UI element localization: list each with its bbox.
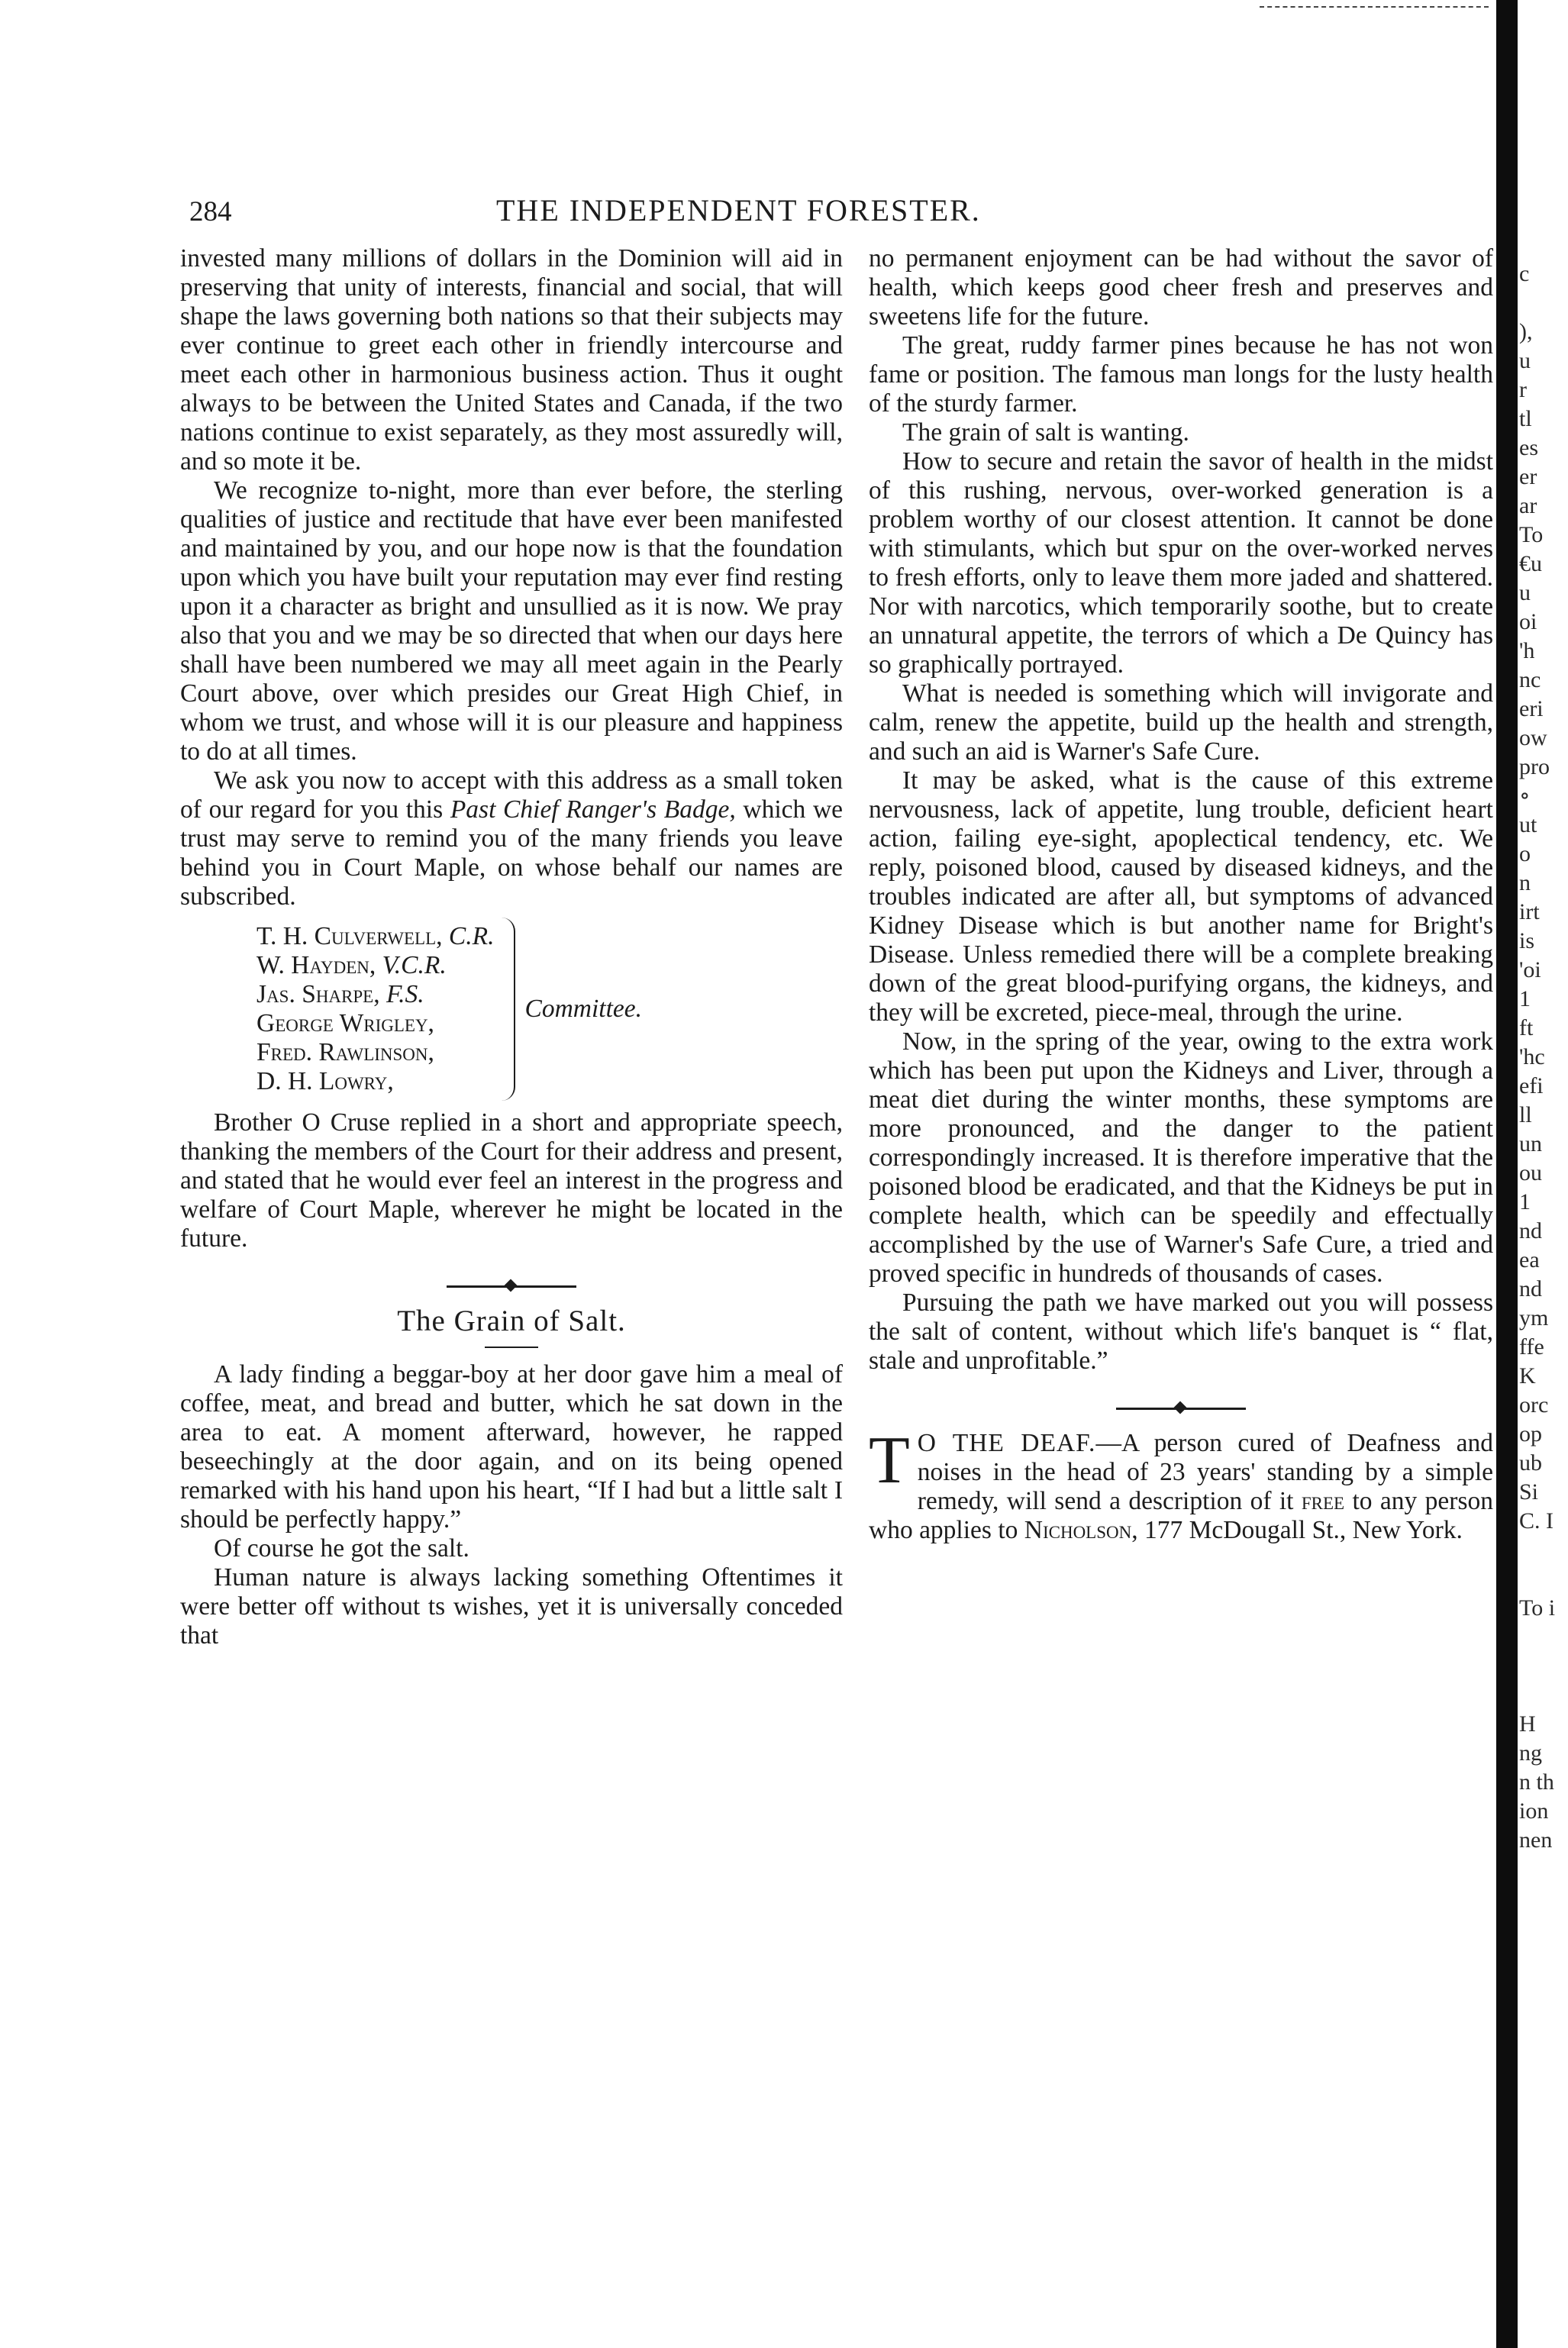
paragraph: The great, ruddy farmer pines because he has not won fame or position. The famous man longs for the lusty health of the sturdy farmer. [869,331,1493,418]
edge-fragment: H [1519,1711,1536,1737]
signatory-role: F.S. [386,980,424,1008]
edge-fragment: C. I [1519,1508,1553,1534]
edge-fragment [1519,1623,1568,1652]
edge-fragment: un [1519,1131,1542,1156]
paragraph: Pursuing the path we have marked out you will possess the salt of content, without which life's banquet is “ flat, stale and unprofitable.” [869,1288,1493,1375]
page-top-edge-mark [1260,6,1489,9]
edge-fragment: c [1519,261,1530,286]
edge-fragment: efi [1519,1073,1544,1098]
signatory-role: V.C.R. [382,951,447,979]
edge-fragment: u [1519,580,1531,605]
ornamental-divider [1116,1398,1246,1418]
drop-cap: T [869,1424,910,1498]
paragraph: We recognize to-night, more than ever before, the sterling qualities of justice and rectitude that have ever been manifested and maintained by you, and our hope now is that the foundation upon which you have built your reputation may ever find resting upon it a character as bright and unsullied as it is now. We pray also that you and we may be so directed that when our days here shall have been numbered we may all meet again in the Pearly Court above, over which presides our Great High Chief, in whom we trust, and whose will it is our pleasure and happiness to do at all times. [180,476,843,766]
edge-fragment: eri [1519,696,1544,721]
edge-fragment: ym [1519,1305,1549,1330]
edge-fragment: Si [1519,1479,1539,1505]
paragraph: We ask you now to accept with this address as a small token of our regard for you this Past Chief Ranger's Badge, which we trust may serve to remind you of the many friends you leave behind you in Court Maple, on whose behalf our names are subscribed. [180,766,844,911]
paragraph: Brother O Cruse replied in a short and appropriate speech, thanking the members of the Court for their address and present, and stated that he would ever feel an interest in the progress and welfare of Court Maple, wherever he might be located in the future. [180,1108,843,1253]
advertisement-heading: O THE DEAF. [917,1429,1096,1457]
signatory: D. H. Lowry, [256,1067,394,1095]
edge-fragment: nc [1519,667,1541,692]
short-rule [485,1347,538,1348]
edge-fragment: er [1519,464,1537,489]
edge-fragment: orc [1519,1392,1549,1418]
edge-fragment: op [1519,1421,1542,1447]
edge-fragment: ow [1519,725,1547,750]
ornamental-divider [447,1276,576,1296]
paragraph: A lady finding a beggar-boy at her door gave him a meal of coffee, meat, and bread and butter, which he sat down in the area to eat. A moment afterward, however, he rapped beseechingly at the door again, and on its being opened remarked with his hand upon his heart, “If I had but a little salt I should be perfectly happy.” [180,1360,843,1534]
edge-fragment: K [1519,1363,1536,1388]
edge-fragment: o [1519,841,1531,866]
edge-fragment: ), [1519,319,1533,344]
signatory: Jas. Sharpe, F.S. [256,980,424,1008]
paragraph: Of course he got the salt. [214,1534,469,1563]
signatory: W. Hayden, V.C.R. [256,951,447,979]
edge-fragment [1519,1565,1568,1594]
edge-fragment: 'oi [1519,957,1541,982]
badge-title: Past Chief Ranger's Badge, [450,795,736,824]
edge-fragment: ll [1519,1102,1532,1127]
edge-fragment: 1 [1519,1189,1531,1214]
edge-fragment [1519,1652,1568,1681]
edge-fragment: ou [1519,1160,1542,1185]
edge-fragment: ng [1519,1740,1542,1766]
edge-fragment: oi [1519,609,1537,634]
book-binding-shadow [1496,0,1518,2348]
edge-fragment: tl [1519,406,1532,431]
paragraph: Now, in the spring of the year, owing to the extra work which has been put upon the Kidneys and Liver, through a meat diet during the winter months, these symptoms are more pronounced, and the danger to the patient correspondingly increased. It is therefore imperative that the poisoned blood be eradicated, and that the Kidneys be put in complete health, which can be speedily and effectually accomplished by the use of Warner's Safe Cure, a tried and proved specific in hundreds of thousands of cases. [869,1027,1493,1288]
edge-fragment [1519,1681,1568,1710]
signatories-block [256,918,843,1101]
edge-fragment: r [1519,377,1527,402]
edge-fragment: pro [1519,754,1550,779]
paragraph: How to secure and retain the savor of health in the midst of this rushing, nervous, over-worked generation is a problem worthy of our closest attention. It cannot be done with stimulants, which but spur on the over-worked nerves to fresh efforts, only to leave them more jaded and shattered. Nor with narcotics, which temporarily soothe, but to create an unnatural appetite, the terrors of which a De Quincy has so graphically portrayed. [869,447,1493,679]
paragraph: What is needed is something which will invigorate and calm, renew the appetite, build up the health and strength, and such an aid is Warner's Safe Cure. [869,679,1493,766]
edge-fragment: irt [1519,899,1540,924]
left-column [180,244,843,1650]
paragraph: invested many millions of dollars in the Dominion will aid in preserving that unity of interests, financial and social, that will shape the laws governing both nations so that their subjects may ever continue to greet each other in friendly intercourse and meet each other in harmonious business action. Thus it ought always to be between the United States and Canada, if the two nations continue to exist separately, as they most assuredly will, and so mote it be. [180,244,843,476]
advertisement-deaf: T O THE DEAF.—A person cured of Deafness and noises in the head of 23 years' standing by a simple remedy, will send a description of it free to any person who applies to Nicholson, 177 McDougall St., New York. [869,1424,1493,1544]
paragraph: no permanent enjoyment can be had without the savor of health, which keeps good cheer fresh and preserves and sweetens life for the future. [869,244,1493,331]
edge-fragment [1519,1536,1568,1565]
page-number: 284 [189,196,232,227]
edge-fragment: ar [1519,493,1537,518]
section-title: The Grain of Salt. [397,1305,626,1337]
edge-fragment: u [1519,348,1531,373]
edge-fragment: es [1519,435,1538,460]
edge-fragment: To i [1519,1595,1556,1621]
signatory-role: C.R. [448,922,495,950]
edge-fragment: ft [1519,1015,1534,1040]
signatory-list [256,922,494,1096]
edge-fragment: €u [1519,551,1542,576]
edge-fragment: is [1519,928,1535,953]
edge-fragment: n [1519,870,1531,895]
edge-fragment: ea [1519,1247,1540,1272]
edge-fragment: ion [1519,1798,1549,1824]
edge-fragment: nd [1519,1276,1542,1301]
committee-brace [502,918,515,1101]
edge-fragment: ut [1519,812,1537,837]
edge-fragment: n th [1519,1769,1554,1795]
signatory: George Wrigley, [256,1009,434,1037]
edge-fragment: nd [1519,1218,1542,1243]
paragraph: Human nature is always lacking something Oftentimes it were better off without ts wishes, yet it is universally conceded that [180,1563,843,1650]
right-column [869,244,1493,1545]
edge-fragment [1519,289,1568,318]
edge-fragment: nen [1519,1827,1553,1853]
advertiser-name: Nicholson, [1024,1516,1138,1544]
edge-fragment: ∘ [1519,783,1531,808]
edge-fragment: To [1519,522,1544,547]
edge-fragment: 'hc [1519,1044,1545,1069]
paragraph: The grain of salt is wanting. [902,418,1189,447]
signatory: Fred. Rawlinson, [256,1038,434,1066]
signatory: T. H. Culverwell, C.R. [256,922,495,950]
committee-label: Committee. [524,995,642,1023]
edge-fragment: ffe [1519,1334,1544,1359]
edge-fragment: 1 [1519,986,1531,1011]
paragraph: It may be asked, what is the cause of this extreme nervousness, lack of appetite, lung trouble, deficient heart action, failing eye-sight, apoplectical tendency, etc. We reply, poisoned blood, caused by diseased kidneys, and the troubles indicated are after all, but symptoms of advanced Kidney Disease which is but another name for Bright's Disease. Unless remedied there will be a complete breaking down of the great blood-purifying organs, the kidneys, and they will be excreted, piece-meal, through the urine. [869,766,1493,1027]
edge-fragment: ub [1519,1450,1542,1476]
running-title: THE INDEPENDENT FORESTER. [496,193,981,227]
edge-fragment: 'h [1519,638,1535,663]
facing-page-edge-text [1519,260,1568,1855]
